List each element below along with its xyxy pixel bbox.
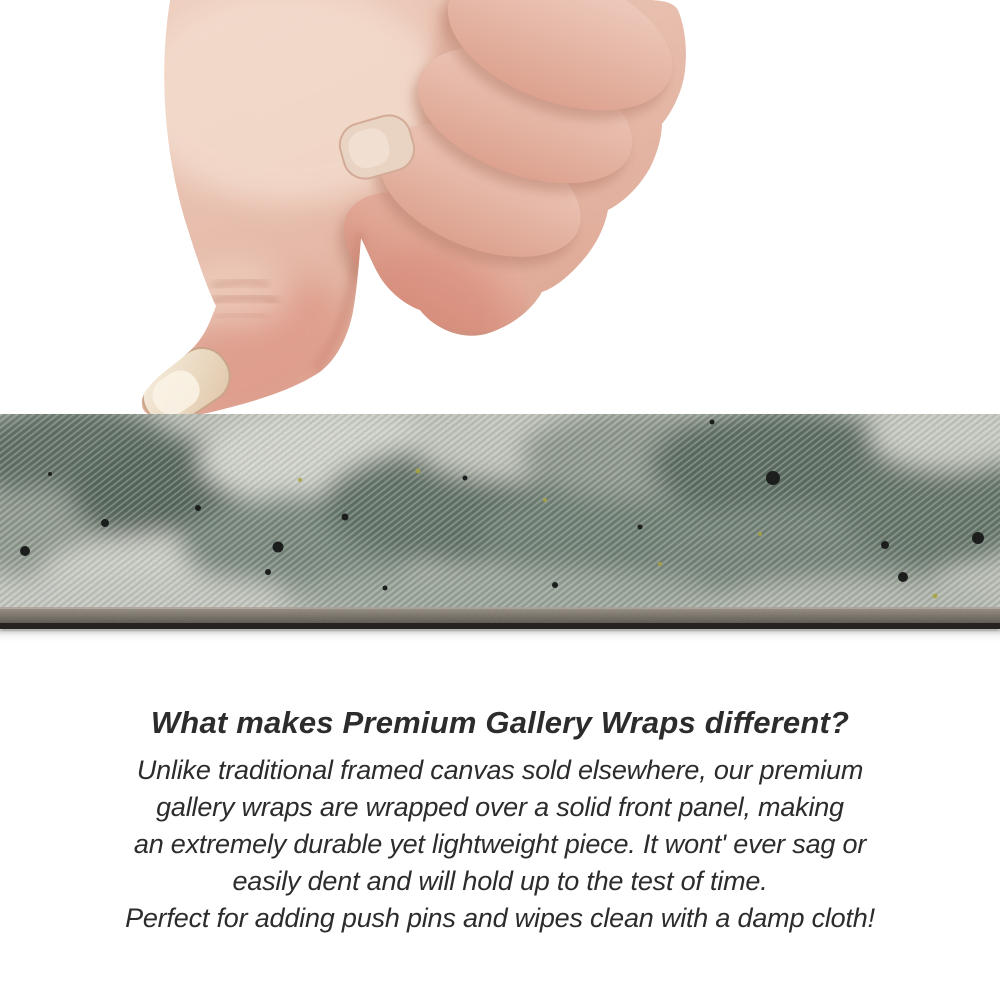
- body-line-2: gallery wraps are wrapped over a solid front panel, making: [156, 792, 844, 822]
- headline: What makes Premium Gallery Wraps different?: [150, 705, 850, 740]
- hand-shape: [133, 0, 692, 452]
- body-line-5: Perfect for adding push pins and wipes clean with a damp cloth!: [125, 903, 875, 933]
- canvas-texture: [0, 414, 1000, 630]
- marketing-copy: [0, 702, 1000, 937]
- panel-edge: [0, 607, 1000, 630]
- body-line-4: easily dent and will hold up to the test of time.: [232, 866, 768, 896]
- panel-drop-shadow: [0, 630, 1000, 642]
- body-line-1: Unlike traditional framed canvas sold elsewhere, our premium: [136, 755, 864, 785]
- canvas-strip-photo: [0, 414, 1000, 632]
- body-line-3: an extremely durable yet lightweight piece. It wont' ever sag or: [133, 829, 867, 859]
